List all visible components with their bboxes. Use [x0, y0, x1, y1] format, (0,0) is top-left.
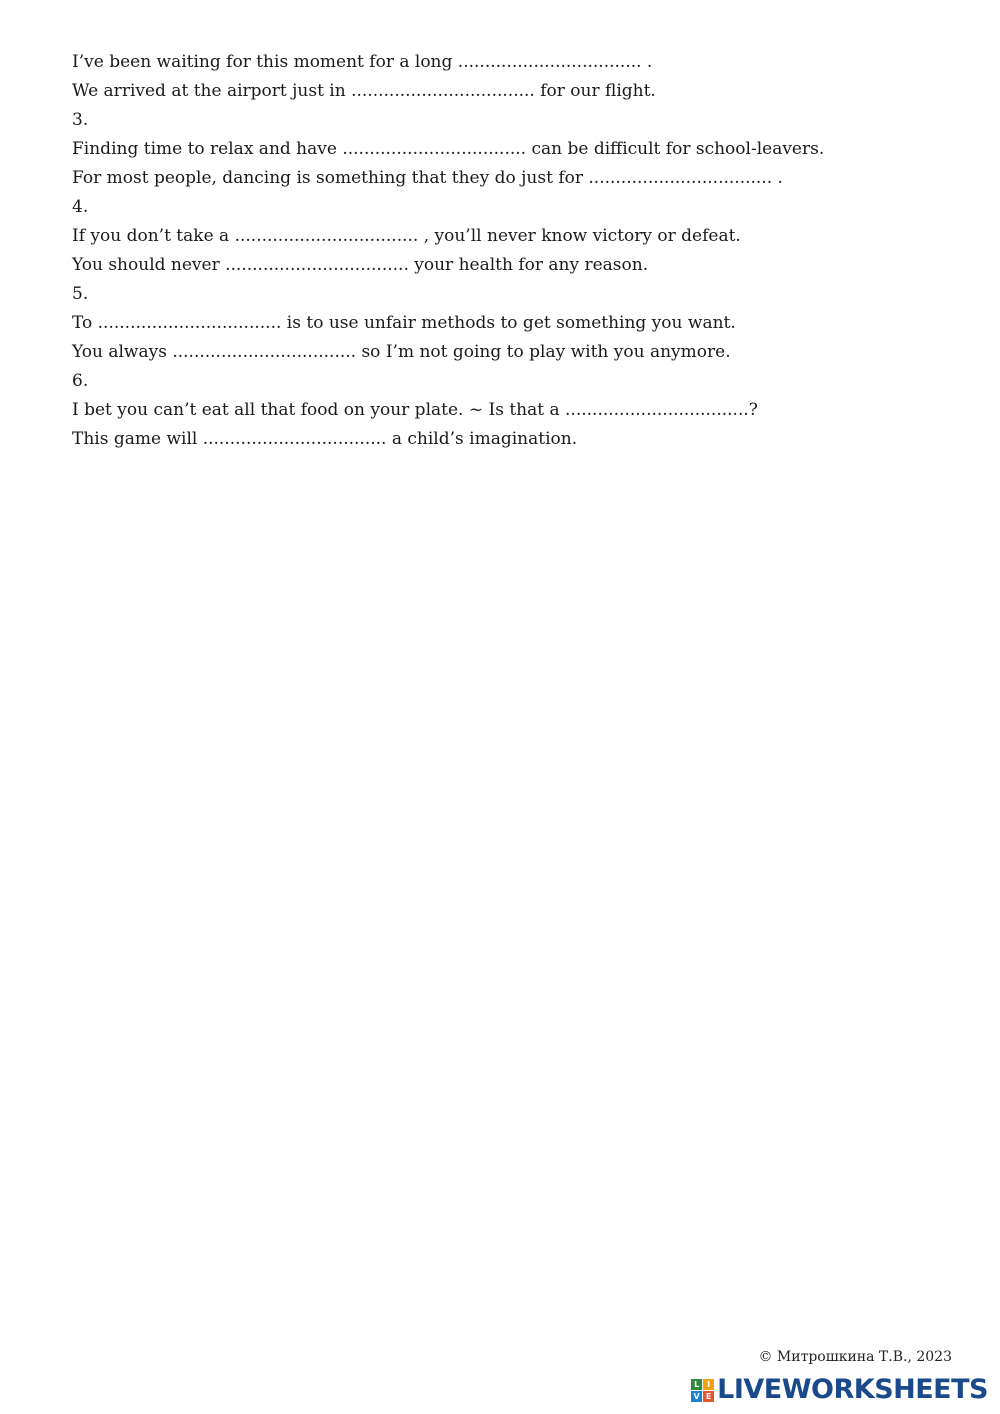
- worksheet-body: [72, 48, 952, 454]
- liveworksheets-brand: [691, 1374, 988, 1406]
- liveworksheets-logo-icon: [691, 1379, 714, 1402]
- exercise-sentence: To .................................. is to use unfair methods to get something you want.: [72, 313, 736, 333]
- logo-tile: I: [703, 1379, 714, 1390]
- exercise-sentence: If you don’t take a .................................. , you’ll never know victory or defeat.: [72, 226, 741, 246]
- item-number: 5.: [72, 284, 89, 304]
- exercise-sentence: I bet you can’t eat all that food on your plate. ~ Is that a ..................................?: [72, 400, 758, 420]
- logo-tile: E: [703, 1391, 714, 1402]
- exercise-sentence: Finding time to relax and have .................................. can be difficult for school-leavers.: [72, 139, 825, 159]
- copyright-notice: © Митрошкина Т.В., 2023: [758, 1349, 952, 1365]
- brand-wordmark: LIVEWORKSHEETS: [717, 1374, 988, 1405]
- exercise-sentence: We arrived at the airport just in .................................. for our flight.: [72, 81, 656, 101]
- exercise-sentence: You should never .................................. your health for any reason.: [72, 255, 649, 275]
- logo-tile: L: [691, 1379, 702, 1390]
- item-number: 3.: [72, 110, 89, 130]
- item-number: 4.: [72, 197, 89, 217]
- exercise-sentence: This game will .................................. a child’s imagination.: [72, 429, 578, 449]
- exercise-sentence: You always .................................. so I’m not going to play with you anymore.: [72, 342, 731, 362]
- exercise-sentence: For most people, dancing is something that they do just for .................................. .: [72, 168, 783, 188]
- logo-tile: V: [691, 1391, 702, 1402]
- exercise-sentence: I’ve been waiting for this moment for a long .................................. .: [72, 52, 653, 72]
- item-number: 6.: [72, 371, 89, 391]
